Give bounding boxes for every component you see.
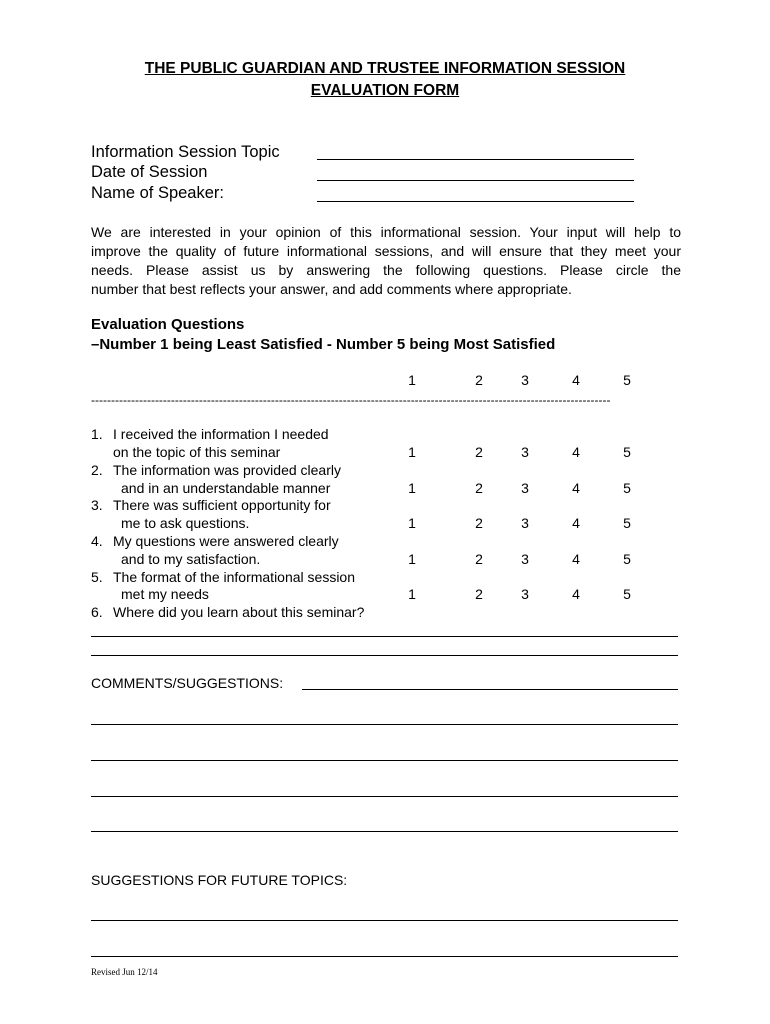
question-1-line-1 [91,425,329,443]
question-5-line-1 [91,568,355,586]
comments-line[interactable] [91,724,678,725]
question-number: 1. [91,426,103,442]
future-topics-line[interactable] [91,956,678,957]
dashed-divider: ---------------------------------------------------------------------------------------------------------------------------------- [91,394,611,406]
q5-rating-5[interactable]: 5 [623,586,631,602]
question-number: 5. [91,569,103,585]
question-5-line-2: met my needs [121,586,209,602]
scale-header-1: 1 [408,372,416,388]
q2-rating-3[interactable]: 3 [521,480,529,496]
question-2-line-1 [91,461,341,479]
speaker-name-field[interactable] [317,201,634,202]
question-1-line-2: on the topic of this seminar [113,444,281,460]
question-number: 6. [91,604,103,620]
question-number: 2. [91,462,103,478]
question-text: Where did you learn about this seminar? [113,604,365,620]
comments-line[interactable] [91,796,678,797]
q3-rating-3[interactable]: 3 [521,515,529,531]
intro-line: improve the quality of future informational sessions, and will ensure that they meet your [91,243,681,259]
question-2-line-2: and in an understandable manner [121,480,331,496]
comments-line[interactable] [91,831,678,832]
form-title-line-1: THE PUBLIC GUARDIAN AND TRUSTEE INFORMATION SESSION [144,60,626,77]
form-title-line-2: EVALUATION FORM [310,82,460,99]
comments-field[interactable] [302,689,678,690]
speaker-name-label: Name of Speaker: [91,184,224,202]
comments-line[interactable] [91,760,678,761]
q4-rating-5[interactable]: 5 [623,551,631,567]
scale-header-2: 2 [475,372,483,388]
q5-rating-2[interactable]: 2 [475,586,483,602]
q6-answer-line[interactable] [91,636,678,637]
future-topics-label: SUGGESTIONS FOR FUTURE TOPICS: [91,872,348,888]
evaluation-heading: Evaluation Questions [91,316,245,333]
q3-rating-5[interactable]: 5 [623,515,631,531]
comments-label: COMMENTS/SUGGESTIONS: [91,675,284,691]
session-topic-field[interactable] [317,159,634,160]
intro-line: We are interested in your opinion of this informational session. Your input will help to [91,224,681,240]
question-text: I received the information I needed [113,426,329,442]
question-text: My questions were answered clearly [113,533,339,549]
q2-rating-5[interactable]: 5 [623,480,631,496]
question-text: There was sufficient opportunity for [113,497,331,513]
scale-note: –Number 1 being Least Satisfied - Number 5 being Most Satisfied [91,336,556,353]
q4-rating-2[interactable]: 2 [475,551,483,567]
q1-rating-2[interactable]: 2 [475,444,483,460]
q1-rating-1[interactable]: 1 [408,444,416,460]
q2-rating-1[interactable]: 1 [408,480,416,496]
question-number: 4. [91,533,103,549]
session-topic-label: Information Session Topic [91,143,280,161]
scale-header-5: 5 [623,372,631,388]
scale-header-4: 4 [572,372,580,388]
q3-rating-4[interactable]: 4 [572,515,580,531]
intro-line: number that best reflects your answer, and add comments where appropriate. [91,281,572,297]
q5-rating-4[interactable]: 4 [572,586,580,602]
question-6 [91,603,364,621]
question-3-line-1 [91,496,331,514]
q3-rating-1[interactable]: 1 [408,515,416,531]
question-text: The format of the informational session [113,569,356,585]
intro-line: needs. Please assist us by answering the following questions. Please circle the [91,262,681,278]
question-4-line-2: and to my satisfaction. [121,551,261,567]
q4-rating-1[interactable]: 1 [408,551,416,567]
q5-rating-3[interactable]: 3 [521,586,529,602]
q4-rating-3[interactable]: 3 [521,551,529,567]
session-date-field[interactable] [317,180,634,181]
q3-rating-2[interactable]: 2 [475,515,483,531]
question-number: 3. [91,497,103,513]
session-date-label: Date of Session [91,163,208,181]
q1-rating-4[interactable]: 4 [572,444,580,460]
future-topics-line[interactable] [91,920,678,921]
q2-rating-2[interactable]: 2 [475,480,483,496]
intro-paragraph [91,223,681,299]
q5-rating-1[interactable]: 1 [408,586,416,602]
revision-note: Revised Jun 12/14 [91,967,158,977]
q1-rating-3[interactable]: 3 [521,444,529,460]
question-3-line-2: me to ask questions. [121,515,250,531]
scale-header-3: 3 [521,372,529,388]
q6-answer-line[interactable] [91,655,678,656]
question-4-line-1 [91,532,339,550]
question-text: The information was provided clearly [113,462,341,478]
q2-rating-4[interactable]: 4 [572,480,580,496]
q4-rating-4[interactable]: 4 [572,551,580,567]
q1-rating-5[interactable]: 5 [623,444,631,460]
